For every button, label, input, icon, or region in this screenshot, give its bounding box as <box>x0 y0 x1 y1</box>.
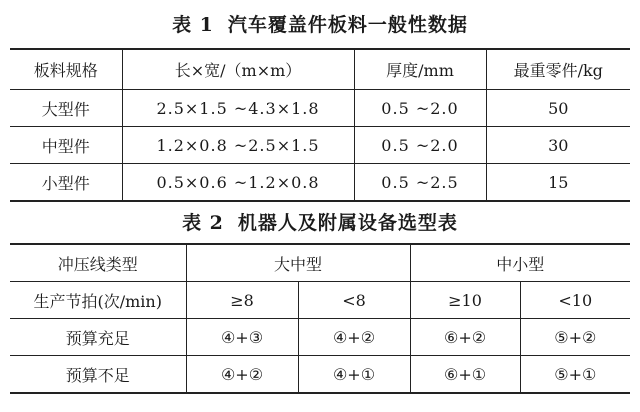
table1-caption <box>0 10 640 37</box>
table-cell: 大型件 <box>10 90 122 127</box>
table-cell: 0.5 ~2.0 <box>354 127 486 164</box>
table1-number: 表 1 <box>172 14 214 36</box>
table-cell: ⑥+① <box>410 356 520 394</box>
table-cell: ④+① <box>298 356 410 394</box>
table-cell: 中型件 <box>10 127 122 164</box>
table1-header-row <box>10 49 630 90</box>
table-cell: 2.5×1.5 ~4.3×1.8 <box>122 90 354 127</box>
table2-header-row <box>10 244 630 282</box>
table-cell: ④+③ <box>186 319 298 356</box>
table-row <box>10 164 630 202</box>
table-row <box>10 356 630 394</box>
table-row <box>10 319 630 356</box>
table-cell: ≥8 <box>186 282 298 319</box>
table2-title: 机器人及附属设备选型表 <box>237 212 458 234</box>
table-cell: ≥10 <box>410 282 520 319</box>
table-cell: ⑤+② <box>520 319 630 356</box>
table-cell: 0.5 ~2.0 <box>354 90 486 127</box>
table-cell: <8 <box>298 282 410 319</box>
sheet-metal-data-table <box>10 48 630 202</box>
group-header-large-medium: 大中型 <box>186 244 410 282</box>
table-cell: 0.5×0.6 ~1.2×0.8 <box>122 164 354 202</box>
column-header-spec: 板料规格 <box>10 49 122 90</box>
table1-title: 汽车覆盖件板料一般性数据 <box>227 14 468 36</box>
table-row <box>10 127 630 164</box>
table-row <box>10 90 630 127</box>
row-header-budget-insufficient: 预算不足 <box>10 356 186 394</box>
row-header-line-type: 冲压线类型 <box>10 244 186 282</box>
table2-beat-row <box>10 282 630 319</box>
table-cell: 小型件 <box>10 164 122 202</box>
table-cell: 30 <box>486 127 630 164</box>
table-cell: ⑥+② <box>410 319 520 356</box>
table-cell: 1.2×0.8 ~2.5×1.5 <box>122 127 354 164</box>
table2-caption <box>0 208 640 235</box>
table-cell: ⑤+① <box>520 356 630 394</box>
group-header-medium-small: 中小型 <box>410 244 630 282</box>
table-cell: ④+② <box>298 319 410 356</box>
row-header-beat: 生产节拍(次/min) <box>10 282 186 319</box>
table-cell: 15 <box>486 164 630 202</box>
column-header-thickness: 厚度/mm <box>354 49 486 90</box>
table2-number: 表 2 <box>182 212 224 234</box>
row-header-budget-sufficient: 预算充足 <box>10 319 186 356</box>
table-cell: <10 <box>520 282 630 319</box>
table-cell: ④+② <box>186 356 298 394</box>
robot-selection-table <box>10 243 630 394</box>
table-cell: 0.5 ~2.5 <box>354 164 486 202</box>
column-header-size: 长×宽/（m×m） <box>122 49 354 90</box>
column-header-weight: 最重零件/kg <box>486 49 630 90</box>
table-cell: 50 <box>486 90 630 127</box>
